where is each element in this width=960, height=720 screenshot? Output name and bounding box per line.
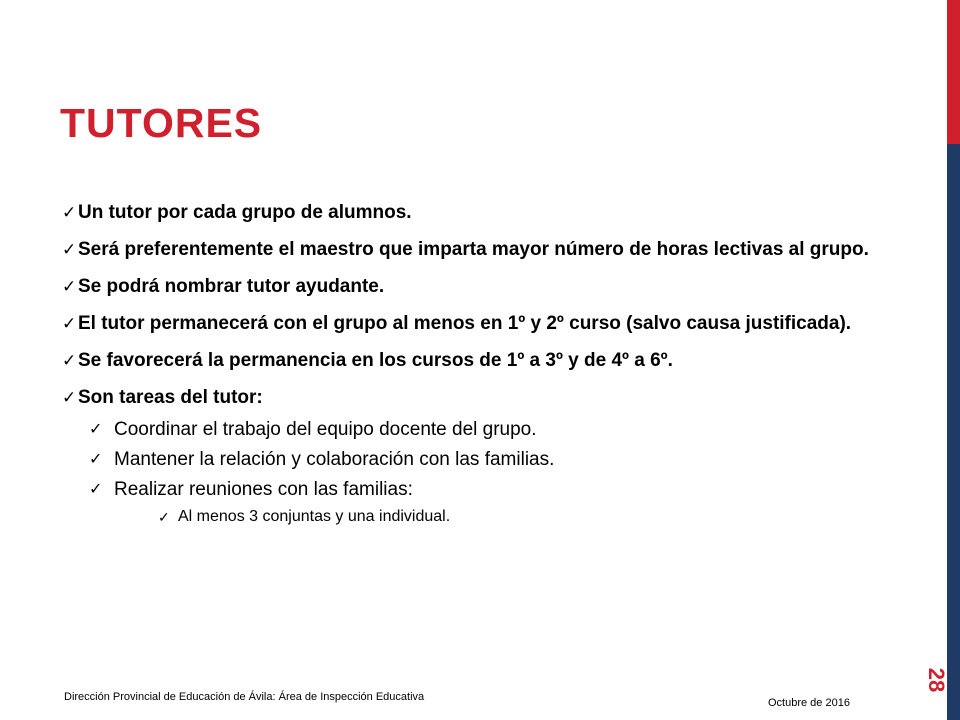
footer-date: Octubre de 2016 (768, 697, 850, 709)
bullet-item (62, 274, 880, 299)
accent-navy-segment (947, 144, 960, 720)
footer-source: Dirección Provincial de Educación de Ávila: Área de Inspección Educativa (64, 691, 425, 703)
check-icon: ✓ (62, 351, 77, 370)
slide-body (62, 200, 880, 528)
sub-bullet-text: Realizar reuniones con las familias: (114, 479, 413, 500)
sub-bullet-text: Mantener la relación y colaboración con las familias. (114, 449, 555, 470)
check-icon: ✓ (89, 481, 103, 498)
check-icon: ✓ (158, 509, 170, 525)
bullet-item (62, 348, 880, 373)
bullet-text: Se podrá nombrar tutor ayudante. (78, 276, 385, 297)
bullet-text: Se favorecerá la permanencia en los cursos de 1º a 3º y de 4º a 6º. (78, 350, 673, 371)
sub-bullet-item (62, 416, 880, 444)
bullet-item (62, 311, 880, 336)
bullet-text: Será preferentemente el maestro que imparta mayor número de horas lectivas al grupo. (78, 239, 869, 260)
check-icon: ✓ (62, 277, 77, 296)
sub-sub-bullet-text: Al menos 3 conjuntas y una individual. (178, 508, 451, 525)
bullet-text: Son tareas del tutor: (78, 387, 263, 408)
bullet-item (62, 200, 880, 225)
slide-number-text: 28 (923, 667, 949, 693)
check-icon: ✓ (62, 388, 77, 407)
check-icon: ✓ (62, 314, 77, 333)
check-icon: ✓ (62, 203, 77, 222)
side-accent-bar (947, 0, 960, 720)
accent-red-segment (947, 0, 960, 144)
slide-title: TUTORES (60, 100, 263, 146)
check-icon: ✓ (62, 240, 77, 259)
sub-bullet-item (62, 446, 880, 474)
check-icon: ✓ (89, 421, 103, 438)
slide-number (923, 660, 949, 700)
bullet-text: El tutor permanecerá con el grupo al menos en 1º y 2º curso (salvo causa justificada). (78, 313, 852, 334)
sub-bullet-text: Coordinar el trabajo del equipo docente del grupo. (114, 419, 537, 440)
bullet-item (62, 385, 880, 410)
check-icon: ✓ (89, 451, 103, 468)
bullet-item (62, 237, 880, 262)
bullet-text: Un tutor por cada grupo de alumnos. (78, 202, 412, 223)
sub-bullet-item (62, 476, 880, 504)
sub-sub-bullet-item (62, 506, 880, 528)
